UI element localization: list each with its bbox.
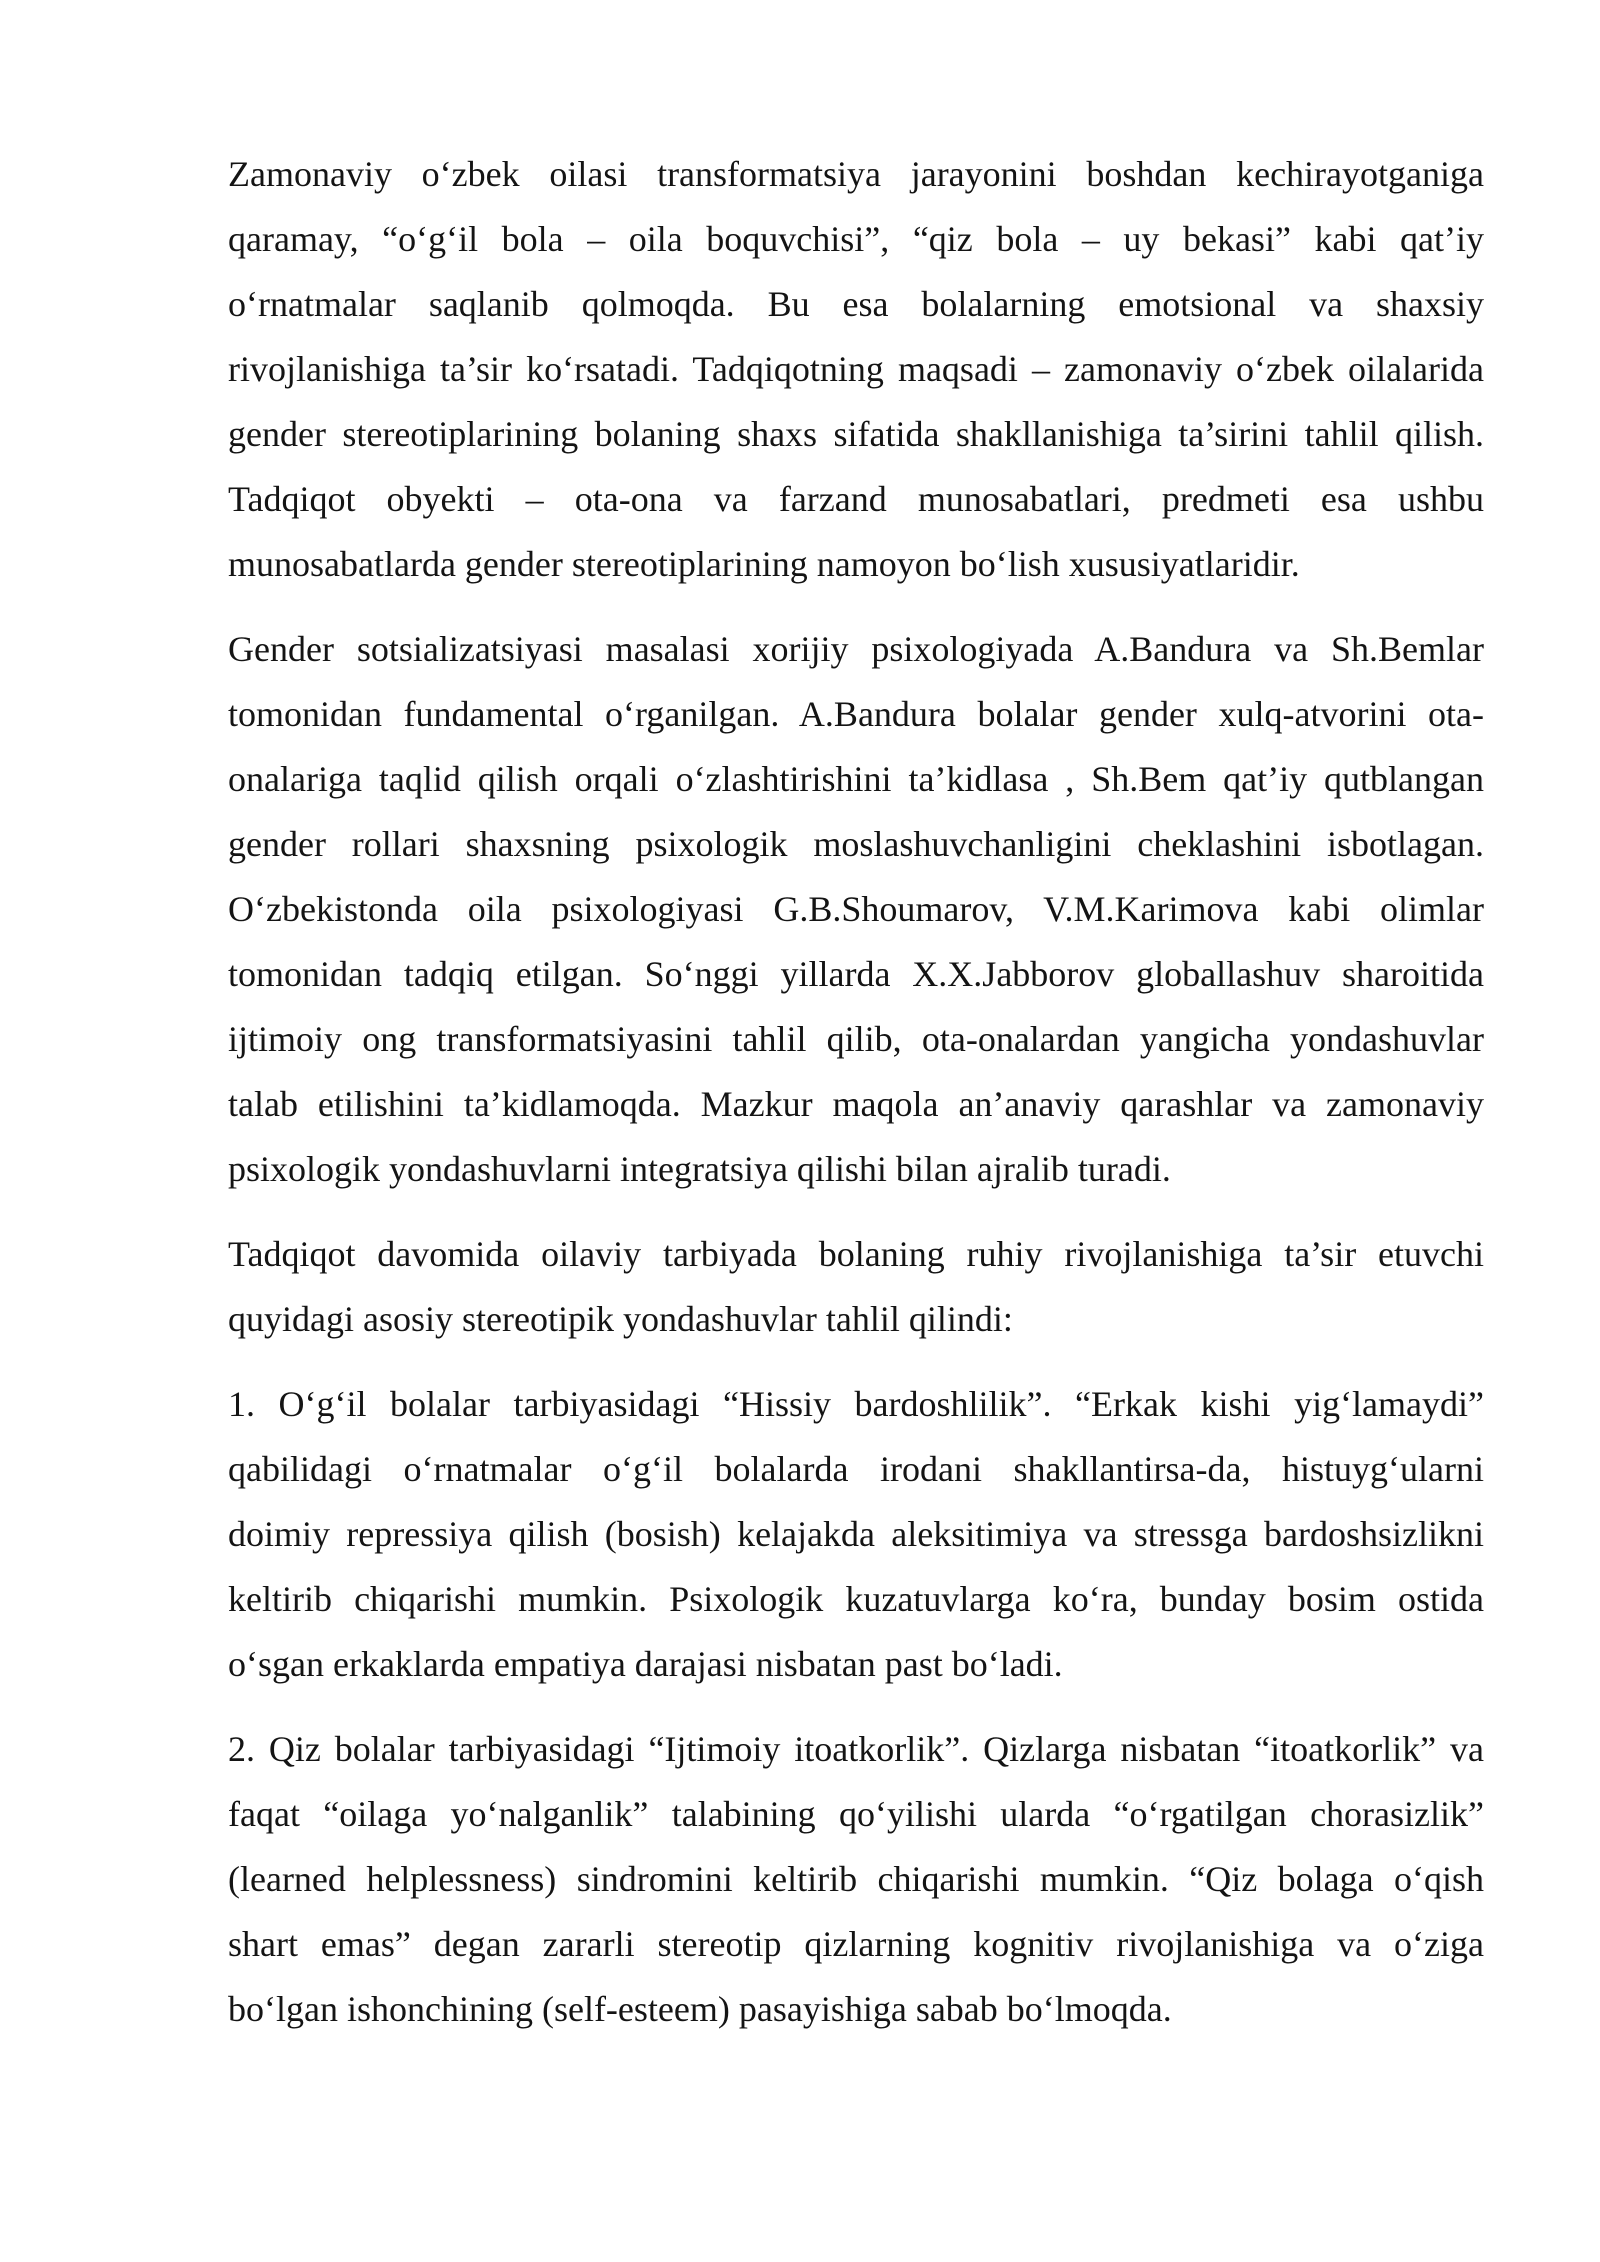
text-line: Zamonaviy oʻzbek oilasi transformatsiya jarayonini boshdan kechirayotganiga [228,154,1484,194]
text-column [228,142,1484,2062]
text-line: rivojlanishiga ta’sir koʻrsatadi. Tadqiqotning maqsadi – zamonaviy oʻzbek oilalarida [228,349,1484,389]
text-line: munosabatlarda gender stereotiplarining namoyon boʻlish xususiyatlaridir. [228,544,1300,584]
text-line: ijtimoiy ong transformatsiyasini tahlil qilib, ota-onalardan yangicha yondashuvlar [228,1019,1484,1059]
text-line: tomonidan tadqiq etilgan. Soʻnggi yillarda X.X.Jabborov globallashuv sharoitida [228,954,1484,994]
text-line: oʻrnatmalar saqlanib qolmoqda. Bu esa bolalarning emotsional va shaxsiy [228,284,1484,324]
text-line: Oʻzbekistonda oila psixologiyasi G.B.Shoumarov, V.M.Karimova kabi olimlar [228,889,1484,929]
text-line: keltirib chiqarishi mumkin. Psixologik kuzatuvlarga koʻra, bunday bosim ostida [228,1579,1484,1619]
paragraph [228,142,1484,597]
text-line: gender stereotiplarining bolaning shaxs sifatida shakllanishiga ta’sirini tahlil qilish. [228,414,1484,454]
text-line: talab etilishini ta’kidlamoqda. Mazkur maqola an’anaviy qarashlar va zamonaviy [228,1084,1484,1124]
text-line: 1. Oʻgʻil bolalar tarbiyasidagi “Hissiy bardoshlilik”. “Erkak kishi yigʻlamaydi” [228,1384,1484,1424]
paragraph [228,617,1484,1202]
text-line: oʻsgan erkaklarda empatiya darajasi nisbatan past boʻladi. [228,1644,1063,1684]
text-line: psixologik yondashuvlarni integratsiya qilishi bilan ajralib turadi. [228,1149,1171,1189]
paragraph [228,1222,1484,1352]
text-line: shart emas” degan zararli stereotip qizlarning kognitiv rivojlanishiga va oʻziga [228,1924,1484,1964]
text-line: gender rollari shaxsning psixologik moslashuvchanligini cheklashini isbotlagan. [228,824,1484,864]
text-line: Tadqiqot obyekti – ota-ona va farzand munosabatlari, predmeti esa ushbu [228,479,1484,519]
text-line: Tadqiqot davomida oilaviy tarbiyada bolaning ruhiy rivojlanishiga ta’sir etuvchi [228,1234,1484,1274]
text-line: doimiy repressiya qilish (bosish) kelajakda aleksitimiya va stressga bardoshsizlikni [228,1514,1484,1554]
text-line: (learned helplessness) sindromini keltirib chiqarishi mumkin. “Qiz bolaga oʻqish [228,1859,1484,1899]
paragraph [228,1717,1484,2042]
text-line: boʻlgan ishonchining (self-esteem) pasayishiga sabab boʻlmoqda. [228,1989,1172,2029]
text-line: tomonidan fundamental oʻrganilgan. A.Bandura bolalar gender xulq-atvorini ota- [228,694,1484,734]
text-line: faqat “oilaga yoʻnalganlik” talabining qoʻyilishi ularda “oʻrgatilgan chorasizlik” [228,1794,1484,1834]
text-line: Gender sotsializatsiyasi masalasi xorijiy psixologiyada A.Bandura va Sh.Bemlar [228,629,1484,669]
text-line: onalariga taqlid qilish orqali oʻzlashtirishini ta’kidlasa , Sh.Bem qat’iy qutblangan [228,759,1484,799]
text-line: 2. Qiz bolalar tarbiyasidagi “Ijtimoiy itoatkorlik”. Qizlarga nisbatan “itoatkorlik” va [228,1729,1484,1769]
paragraph [228,1372,1484,1697]
text-line: qabilidagi oʻrnatmalar oʻgʻil bolalarda irodani shakllantirsa-da, histuygʻularni [228,1449,1484,1489]
text-line: qaramay, “oʻgʻil bola – oila boquvchisi”, “qiz bola – uy bekasi” kabi qat’iy [228,219,1484,259]
text-line: quyidagi asosiy stereotipik yondashuvlar tahlil qilindi: [228,1299,1013,1339]
